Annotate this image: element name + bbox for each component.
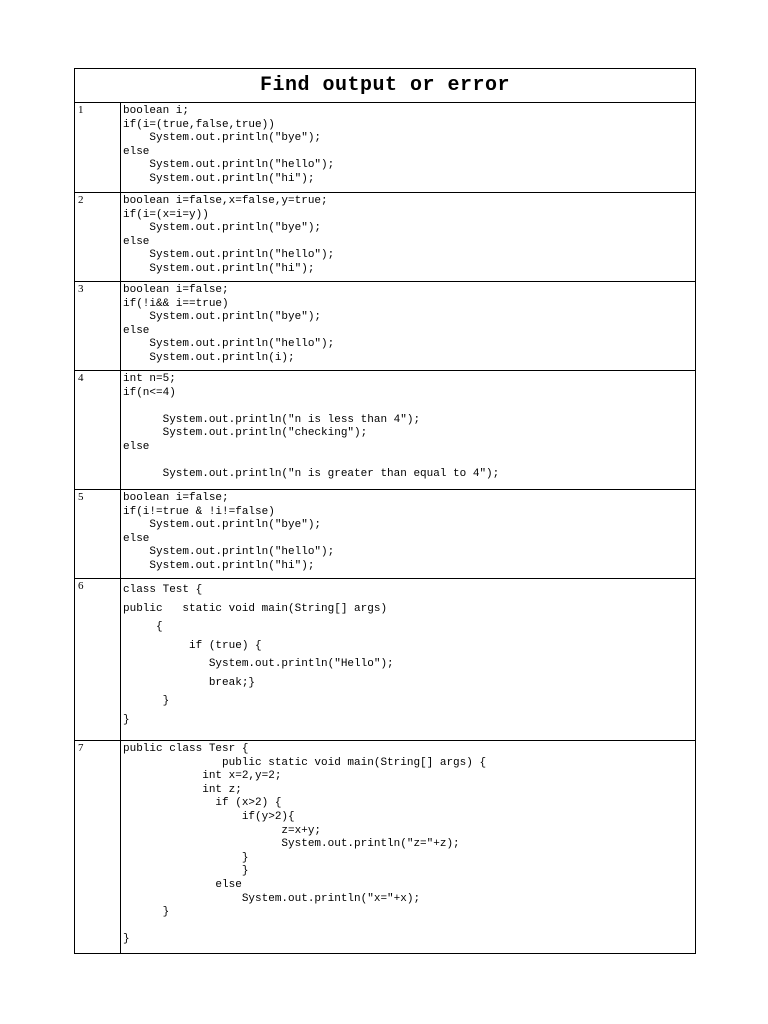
code-block — [121, 282, 695, 370]
code-line: { — [123, 621, 163, 633]
code-line: } — [123, 933, 130, 946]
question-number: 5 — [75, 490, 121, 578]
code-line: System.out.println("hi"); — [123, 262, 315, 275]
question-row-7 — [75, 741, 695, 953]
page-title: Find output or error — [259, 74, 511, 97]
question-row-1 — [75, 103, 695, 193]
code-line: System.out.println("z="+z); — [123, 838, 460, 851]
code-line: System.out.println("hello"); — [123, 249, 335, 262]
code-line: int n=5; — [123, 373, 176, 385]
code-line: else — [123, 878, 242, 891]
code-line: else — [123, 145, 150, 158]
code-line: if(i!=true & !i!=false) — [123, 505, 275, 518]
code-line: System.out.println("bye"); — [123, 132, 322, 145]
code-line — [123, 400, 695, 414]
code-block — [121, 741, 695, 953]
code-line: break;} — [123, 676, 256, 689]
code-block — [121, 193, 695, 281]
code-line: else — [123, 235, 150, 248]
question-number: 6 — [75, 579, 121, 740]
code-line: } — [123, 865, 249, 878]
code-line: System.out.println("checking"); — [123, 427, 368, 440]
code-line: int z; — [123, 783, 242, 796]
code-line: public static void main(String[] args) { — [123, 756, 487, 769]
code-line: class Test { — [123, 584, 203, 596]
code-line: System.out.println("n is greater than equal to 4"); — [123, 468, 500, 481]
question-row-2 — [75, 193, 695, 282]
code-line: if(n<=4) — [123, 386, 176, 399]
code-line: if (true) { — [123, 639, 262, 652]
code-block — [121, 579, 695, 740]
code-line: public class Tesr { — [123, 743, 249, 755]
question-number: 1 — [75, 103, 121, 192]
question-number: 2 — [75, 193, 121, 281]
code-block — [121, 371, 695, 489]
code-line: z=x+y; — [123, 824, 322, 837]
question-row-5 — [75, 490, 695, 579]
code-line: System.out.println("x="+x); — [123, 892, 421, 905]
question-number: 3 — [75, 282, 121, 370]
code-line: } — [123, 851, 249, 864]
code-line: else — [123, 324, 150, 337]
code-line: else — [123, 532, 150, 545]
question-row-4 — [75, 371, 695, 490]
code-line — [123, 455, 695, 469]
code-line: if(y>2){ — [123, 810, 295, 823]
code-line: if(i=(true,false,true)) — [123, 118, 275, 131]
code-line: } — [123, 695, 170, 707]
code-line: System.out.println("hi"); — [123, 559, 315, 572]
code-line: System.out.println("hello"); — [123, 338, 335, 351]
code-line: System.out.println("hi"); — [123, 172, 315, 185]
code-line: else — [123, 440, 150, 453]
question-row-3 — [75, 282, 695, 371]
code-line: System.out.println("bye"); — [123, 311, 322, 324]
code-block — [121, 490, 695, 578]
code-line: System.out.println("bye"); — [123, 222, 322, 235]
code-line: System.out.println("bye"); — [123, 519, 322, 532]
code-line: } — [123, 906, 170, 919]
code-line: public static void main(String[] args) — [123, 602, 388, 615]
code-line: System.out.println("Hello"); — [123, 658, 394, 670]
question-number: 7 — [75, 741, 121, 953]
code-line: } — [123, 713, 130, 726]
code-line: System.out.println(i); — [123, 351, 295, 364]
question-row-6 — [75, 579, 695, 741]
code-line: int x=2,y=2; — [123, 770, 282, 783]
question-number: 4 — [75, 371, 121, 489]
code-line: System.out.println("n is less than 4"); — [123, 413, 421, 426]
code-line: System.out.println("hello"); — [123, 159, 335, 172]
code-line: boolean i=false,x=false,y=true; — [123, 195, 328, 207]
code-line: if(!i&& i==true) — [123, 297, 229, 310]
code-line: boolean i=false; — [123, 492, 229, 504]
code-line: boolean i=false; — [123, 284, 229, 296]
worksheet-table — [74, 68, 696, 954]
code-block — [121, 103, 695, 192]
code-line: System.out.println("hello"); — [123, 546, 335, 559]
code-line: if (x>2) { — [123, 797, 282, 810]
title-row — [75, 69, 695, 103]
code-line — [123, 920, 695, 934]
code-line: boolean i; — [123, 105, 190, 117]
code-line: if(i=(x=i=y)) — [123, 208, 209, 221]
